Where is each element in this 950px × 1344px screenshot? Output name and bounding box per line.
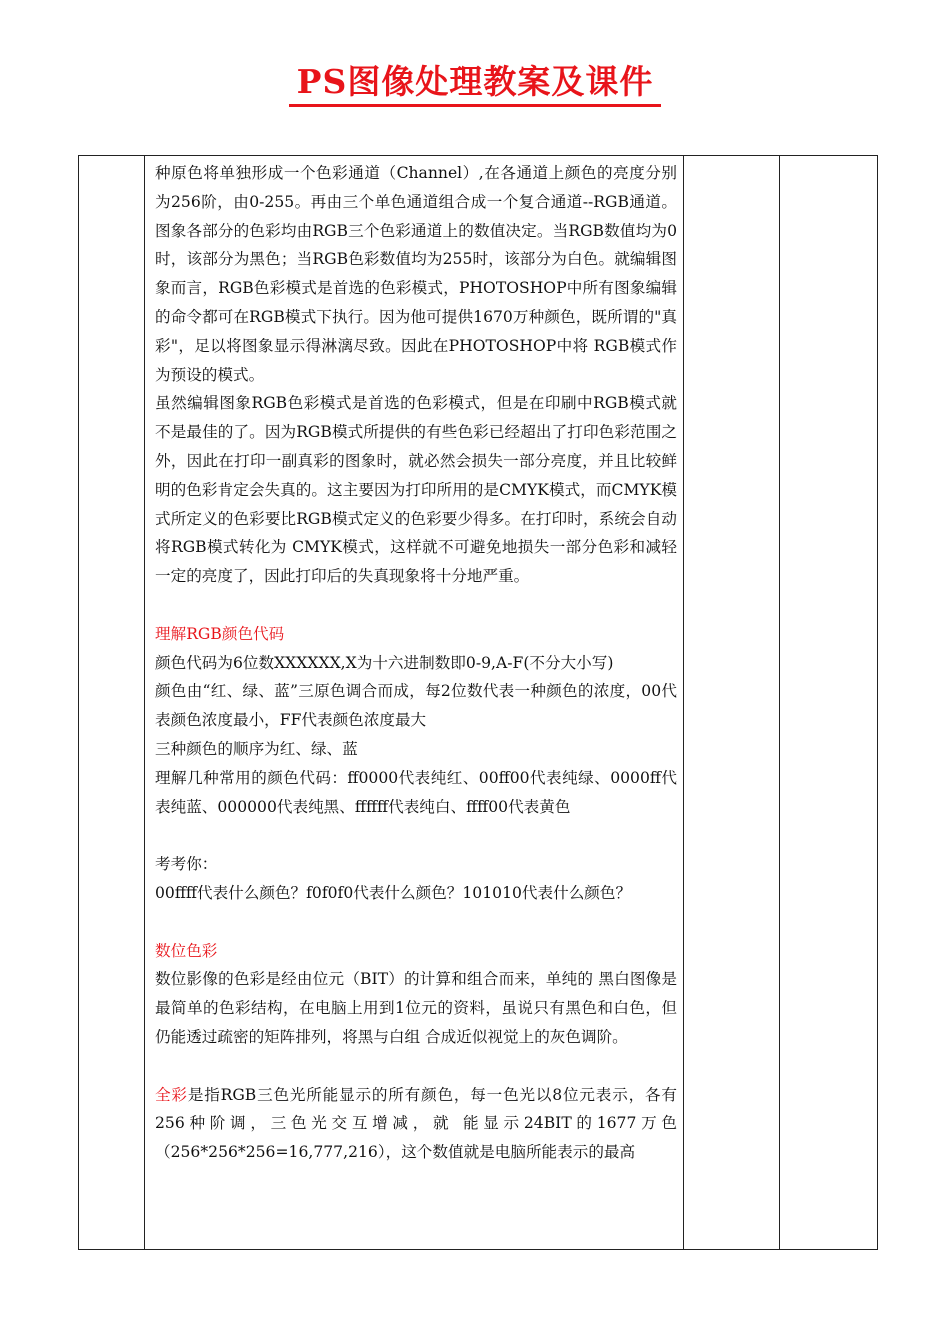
spacer [155, 821, 677, 850]
table-row [79, 156, 878, 1250]
full-color-text: 是指RGB三色光所能显示的所有颜色，每一色光以8位元表示，各有256种阶调，三色光交互增减，就 能显示24BIT的1677万色（256*256*256=16,777,216），这个数值就是电脑所能表示的最高 [155, 1085, 677, 1162]
spacer [155, 591, 677, 620]
rgb-code-line-1: 颜色代码为6位数XXXXXX,X为十六进制数即0-9,A-F(不分大小写) [155, 653, 614, 672]
title-underline [289, 104, 661, 107]
lesson-table [78, 155, 878, 1250]
full-color-term: 全彩 [155, 1085, 188, 1104]
rgb-code-line-2: 颜色由“红、绿、蓝”三原色调合而成，每2位数代表一种颜色的浓度，00代表颜色浓度最小，FF代表颜色浓度最大 [155, 682, 677, 730]
digital-color-heading: 数位色彩 [155, 941, 218, 960]
table-cell-content [145, 156, 684, 1250]
table-cell-right-2 [780, 156, 878, 1250]
rgb-code-heading: 理解RGB颜色代码 [155, 624, 285, 643]
digital-color-text: 数位影像的色彩是经由位元（BIT）的计算和组合而来，单纯的 黑白图像是最简单的色彩结构，在电脑上用到1位元的资料，虽说只有黑色和白色，但仍能透过疏密的矩阵排列，将黑与白组 合成近似视觉上的灰色调阶。 [155, 970, 677, 1046]
rgb-paragraph-1: 种原色将单独形成一个色彩通道（Channel）,在各通道上颜色的亮度分别为256阶，由0-255。再由三个单色通道组合成一个复合通道--RGB通道。图象各部分的色彩均由RGB三个色彩通道上的数值决定。当RGB数值均为0时，该部分为黑色；当RGB色彩数值均为255时，该部分为白色。就编辑图象而言，RGB色彩模式是首选的色彩模式，PHOTOSHOP中所有图象编辑的命令都可在RGB模式下执行。因为他可提供1670万种颜色，既所谓的"真彩"，足以将图象显示得淋漓尽致。因此在PHOTOSHOP中将 RGB模式作为预设的模式。 [155, 164, 677, 384]
rgb-paragraph-2: 虽然编辑图象RGB色彩模式是首选的色彩模式，但是在印刷中RGB模式就不是最佳的了。因为RGB模式所提供的有些色彩已经超出了打印色彩范围之外，因此在打印一副真彩的图象时，就必然会损失一部分亮度，并且比较鲜明的色彩肯定会失真的。这主要因为打印所用的是CMYK模式，而CMYK模式所定义的色彩要比RGB模式定义的色彩要少得多。在打印时，系统会自动将RGB模式转化为 CMYK模式，这样就不可避免地损失一部分色彩和减轻一定的亮度了，因此打印后的失真现象将十分地严重。 [155, 394, 677, 586]
content-body [145, 156, 683, 1249]
spacer [155, 1052, 677, 1081]
rgb-code-line-3: 三种颜色的顺序为红、绿、蓝 [155, 739, 358, 758]
spacer [155, 908, 677, 937]
table-cell-right-1 [684, 156, 780, 1250]
quiz-question: 00ffff代表什么颜色？f0f0f0代表什么颜色？101010代表什么颜色？ [155, 883, 632, 902]
rgb-code-line-4: 理解几种常用的颜色代码：ff0000代表纯红、00ff00代表纯绿、0000ff代表纯蓝、000000代表纯黑、ffffff代表纯白、ffff00代表黄色 [155, 768, 677, 816]
quiz-label: 考考你： [155, 855, 218, 874]
document-title: PS图像处理教案及课件 [296, 62, 654, 101]
full-color-paragraph [155, 1081, 677, 1167]
table-cell-left [79, 156, 145, 1250]
